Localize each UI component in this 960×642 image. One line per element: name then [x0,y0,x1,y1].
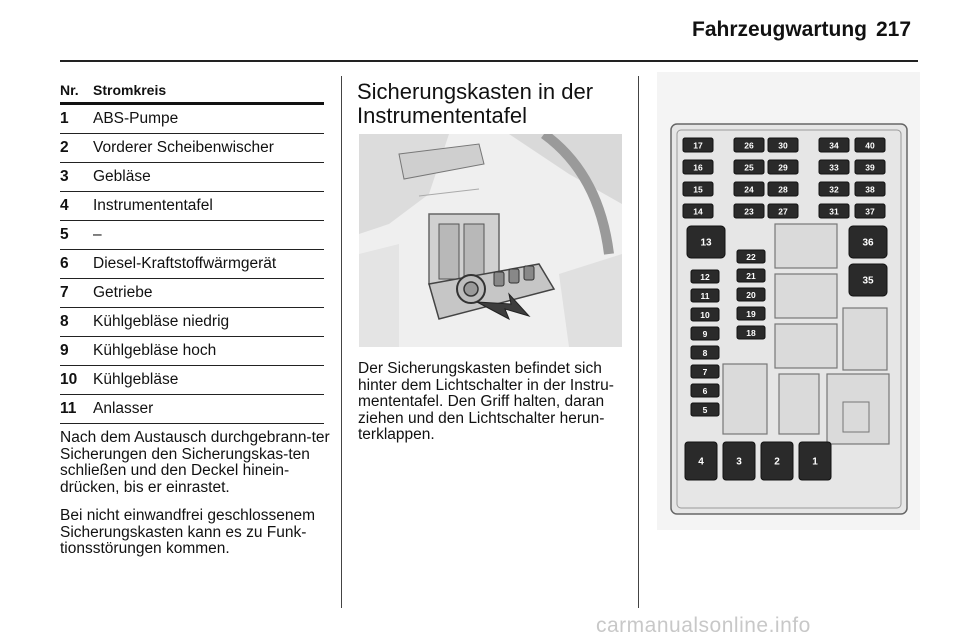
row-number: 10 [60,371,78,388]
row-number: 1 [60,110,69,127]
fuse-top_right_a-2 [819,182,849,196]
fuse-top_right_b-3 [855,204,885,218]
fuse-label: 1 [812,456,818,468]
table-row [60,105,324,134]
fuse-label: 2 [774,456,780,468]
fuse-left-4 [691,346,719,359]
row-circuit: Diesel-Kraftstoffwärmgerät [93,255,277,272]
fuse-label: 28 [778,184,788,195]
fuse-label: 3 [736,456,742,468]
header-circuit: Stromkreis [93,82,167,98]
header-rule [60,60,918,62]
fuse-top_mid_a-3 [734,204,764,218]
fuse-label: 4 [698,456,704,468]
table-row [60,308,324,337]
fuse-label: 19 [746,309,756,319]
header-nr: Nr. [60,82,79,98]
fuse-label: 24 [744,184,754,195]
fuse-top_mid_b-3 [768,204,798,218]
fuse-top_mid_a-1 [734,160,764,174]
table-row [60,279,324,308]
paragraph-description: Der Sicherungskasten befindet sich hinter dem Lichtschalter in der Instru-mententafel. Den Griff halten, daran ziehen und den Lichtschalter herun-terklappen. [358,360,614,443]
fuse-left-1 [691,289,719,302]
fuse-label: 23 [744,206,754,217]
fuse-label: 33 [829,162,839,173]
fuse-label: 25 [744,162,754,173]
paragraph-after-table: Nach dem Austausch durchgebrann-ter Sicherungen den Sicherungskas-ten schließen und den Deckel hinein-drücken, bis er einrastet. [60,429,330,496]
column-divider [341,76,342,608]
fuse-label: 14 [693,206,703,217]
row-circuit: Kühlgebläse hoch [93,342,217,359]
fuse-top_mid_a-0 [734,138,764,152]
fuse-mid-2 [737,288,765,301]
row-circuit: Kühlgebläse niedrig [93,313,230,330]
fuse-label: 22 [746,252,756,262]
row-circuit: – [93,226,102,243]
row-circuit: Gebläse [93,168,151,185]
table-row [60,221,324,250]
table-row [60,395,324,424]
row-circuit: Vorderer Scheibenwischer [93,139,274,156]
fuse-label: 7 [702,367,708,377]
fuse-label: 11 [700,291,710,301]
fuse-mid-0 [737,250,765,263]
row-circuit: Anlasser [93,400,154,417]
fuse-label: 40 [865,140,875,151]
watermark: carmanualsonline.info [596,614,811,637]
fuse-top_right_b-2 [855,182,885,196]
fuse-left-2 [691,308,719,321]
fuse-label: 20 [746,290,756,300]
table-row [60,250,324,279]
fuse-left-0 [691,270,719,283]
fuse-label: 12 [700,272,710,282]
fuse-top_right_b-0 [855,138,885,152]
fuse-left-3 [691,327,719,340]
maxi-fuse-2 [761,442,793,480]
fuse-label: 32 [829,184,839,195]
fuse-top_left-3 [683,204,713,218]
table-header [60,80,324,100]
fuse-top_right_a-3 [819,204,849,218]
fuse-left-5 [691,365,719,378]
fuse-mid-1 [737,269,765,282]
fuse-table [60,80,324,424]
row-circuit: Kühlgebläse [93,371,179,388]
fusebox-diagram [657,72,920,530]
maxi-fuse-3 [799,442,831,480]
light-switch-photo [359,134,622,347]
fuse-label: 17 [693,140,703,151]
fuse-label: 21 [746,271,756,281]
fuse-label: 16 [693,162,703,173]
fuse-label: 34 [829,140,839,151]
relay-35 [849,264,887,296]
fuse-top_left-0 [683,138,713,152]
fuse-label: 27 [778,206,788,217]
page-number: 217 [876,18,912,41]
fuse-top_right_a-1 [819,160,849,174]
fuse-label: 6 [702,386,708,396]
fuse-top_left-2 [683,182,713,196]
fuse-label: 5 [702,405,708,415]
row-circuit: Getriebe [93,284,153,301]
fuse-label: 35 [862,275,874,287]
fuse-label: 26 [744,140,754,151]
fuse-label: 36 [862,237,874,249]
row-number: 6 [60,255,69,272]
column-divider [638,76,639,608]
fuse-label: 18 [746,328,756,338]
fuse-label: 30 [778,140,788,151]
fuse-left-6 [691,384,719,397]
fuse-label: 29 [778,162,788,173]
table-row [60,163,324,192]
maxi-fuse-1 [723,442,755,480]
fuse-label: 10 [700,310,710,320]
fuse-top_right_b-1 [855,160,885,174]
fuse-label: 38 [865,184,875,195]
table-row [60,366,324,395]
row-number: 3 [60,168,69,185]
fuse-label: 9 [702,329,708,339]
relay-36 [849,226,887,258]
fuse-label: 31 [829,206,839,217]
fuse-label: 39 [865,162,875,173]
fuse-label: 37 [865,206,875,217]
fuse-top_mid_b-0 [768,138,798,152]
table-body [60,105,324,424]
row-number: 2 [60,139,69,156]
table-row [60,192,324,221]
fuse-label: 8 [702,348,708,358]
fuse-mid-4 [737,326,765,339]
fuse-top_mid_b-2 [768,182,798,196]
fuse-top_mid_b-1 [768,160,798,174]
fuse-top_mid_a-2 [734,182,764,196]
fuse-left-7 [691,403,719,416]
header-title: Fahrzeugwartung [692,18,868,41]
row-number: 5 [60,226,69,243]
fuse-label: 13 [700,237,712,249]
maxi-fuse-0 [685,442,717,480]
row-circuit: ABS-Pumpe [93,110,179,127]
table-row [60,134,324,163]
section-title: Sicherungskasten in der Instrumententafel [357,79,594,128]
table-row [60,337,324,366]
row-number: 8 [60,313,69,330]
row-number: 4 [60,197,69,214]
fuse-label: 15 [693,184,703,195]
fuse-mid-3 [737,307,765,320]
paragraph-warning: Bei nicht einwandfrei geschlossenem Sicherungskasten kann es zu Funk-tionsstörungen kommen. [60,507,316,557]
row-number: 11 [60,400,77,417]
relay-13 [687,226,725,258]
fuse-top_left-1 [683,160,713,174]
row-circuit: Instrumententafel [93,197,213,214]
row-number: 7 [60,284,69,301]
fuse-top_right_a-0 [819,138,849,152]
row-number: 9 [60,342,69,359]
